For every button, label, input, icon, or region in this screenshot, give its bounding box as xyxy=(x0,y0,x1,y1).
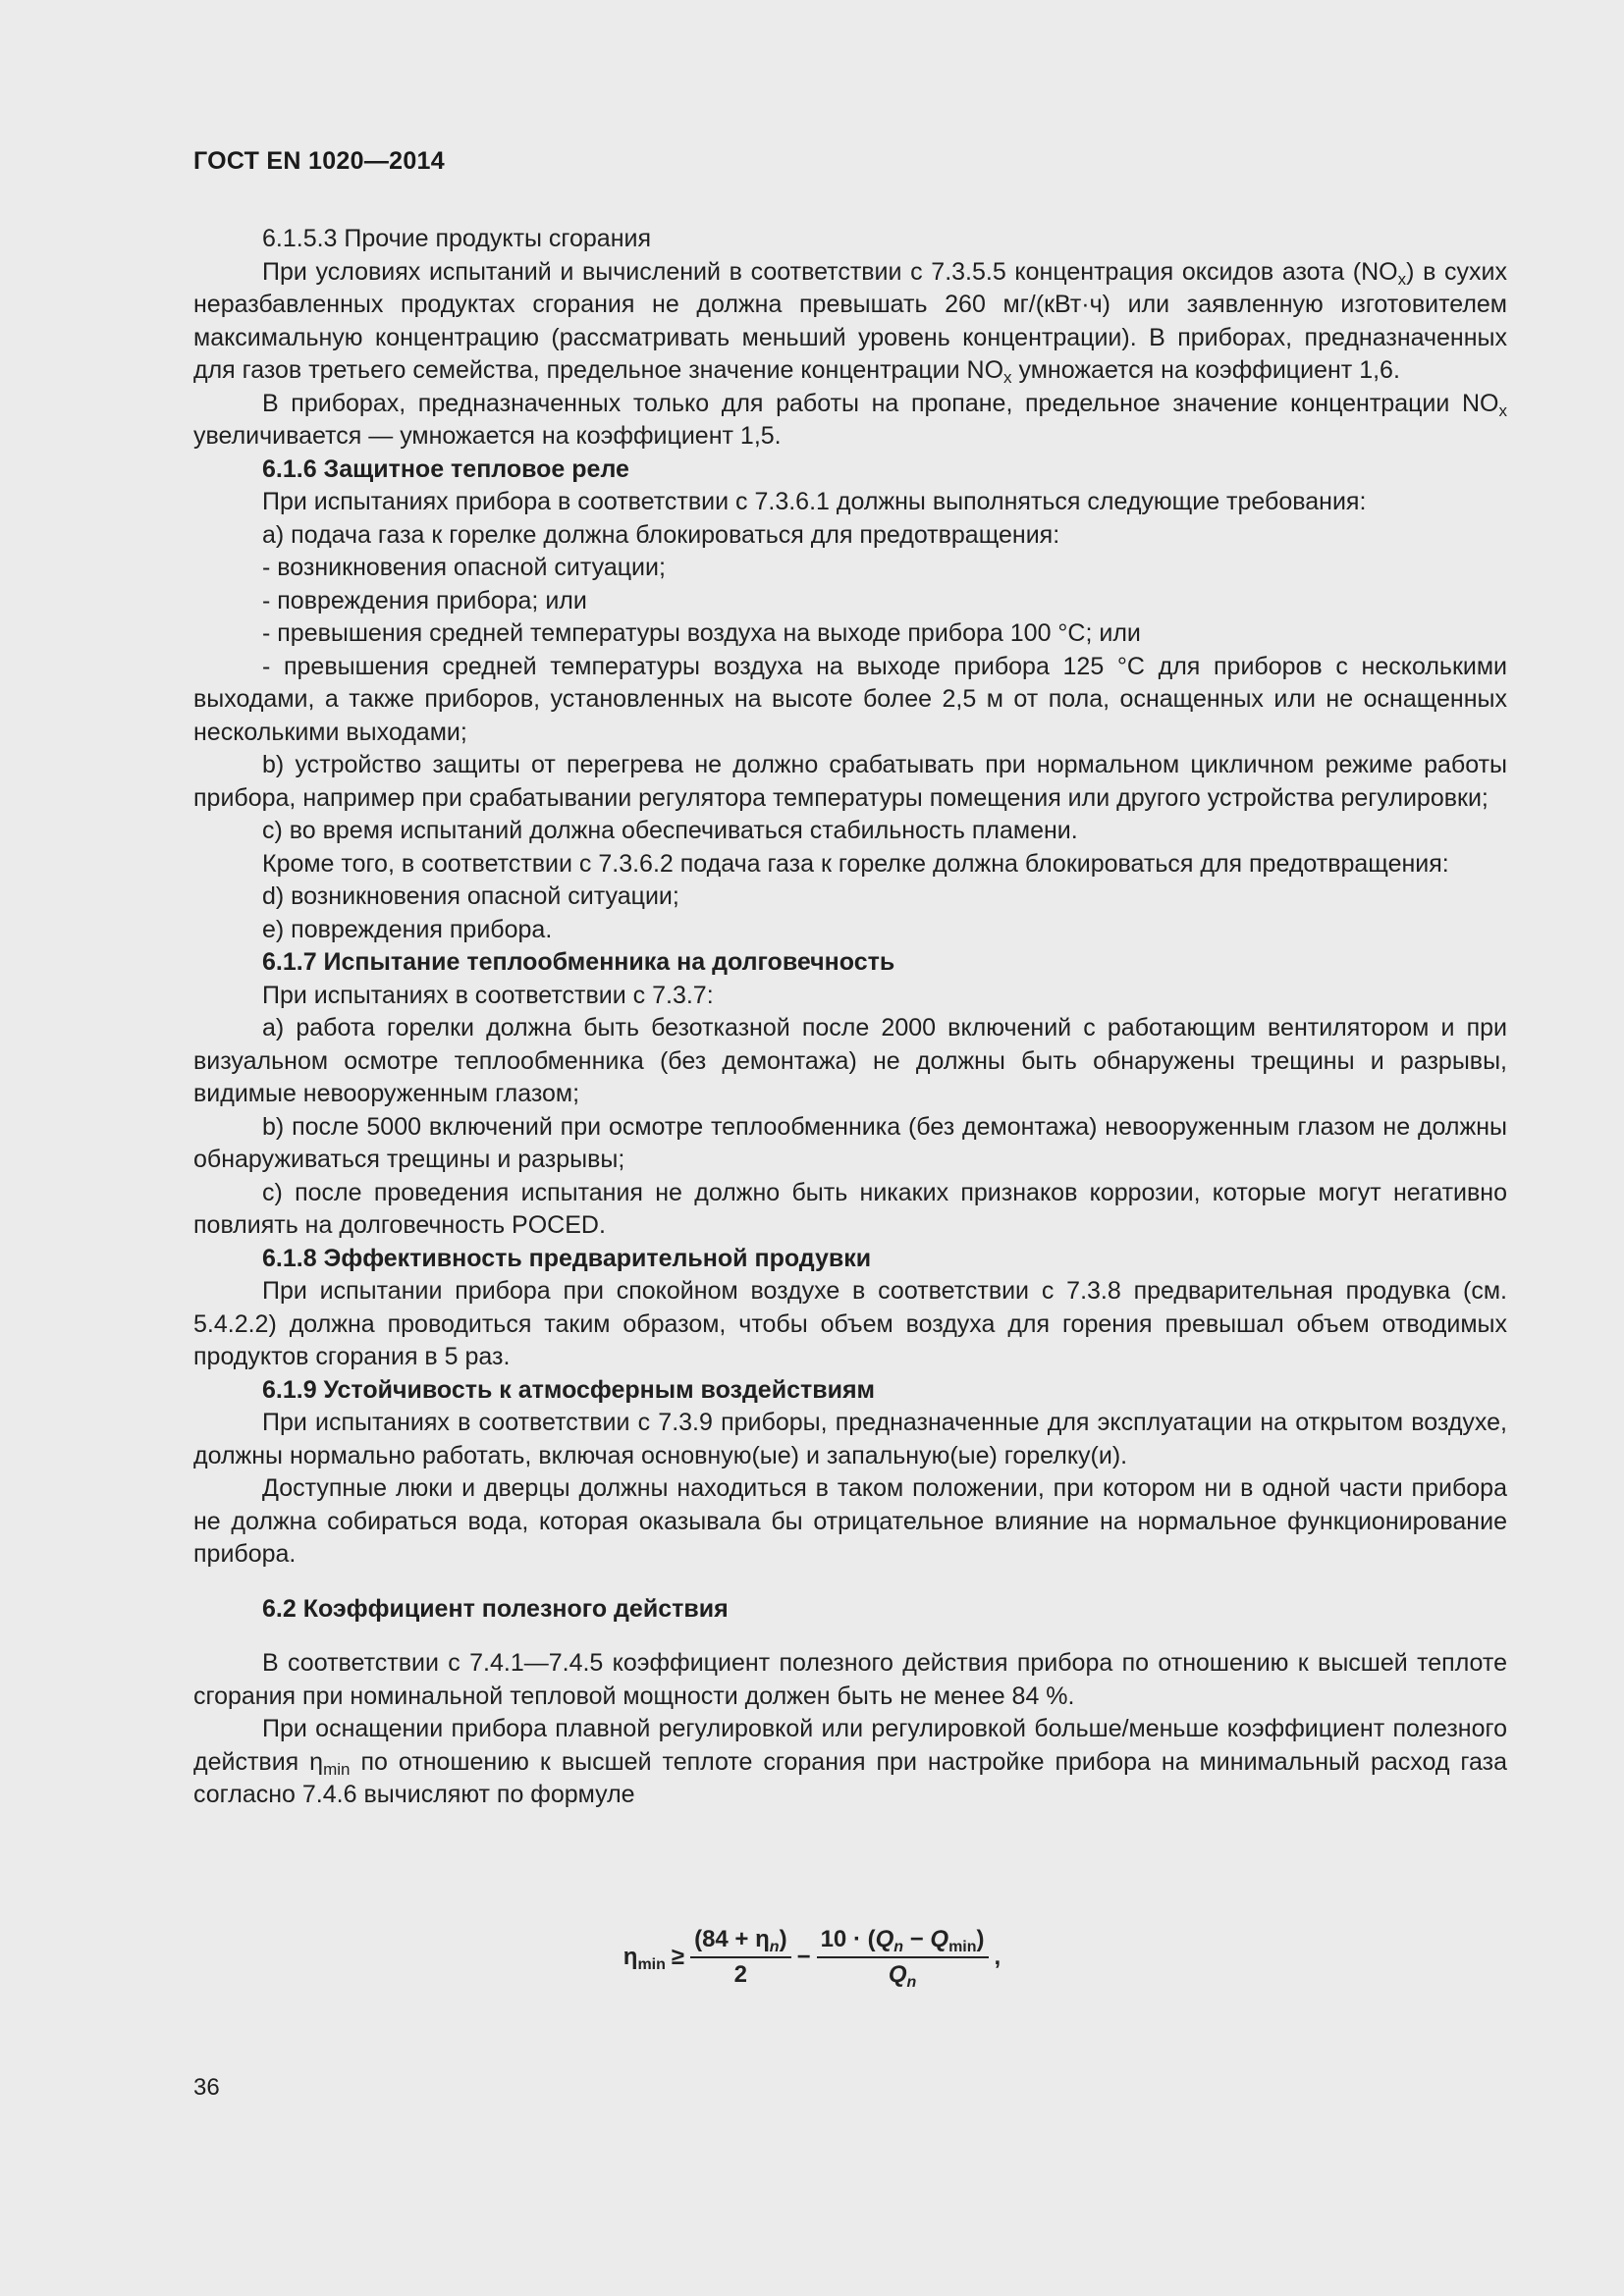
list-item: c) после проведения испытания не должно быть никаких признаков коррозии, которые могут негативно повлиять на долговечность POCED. xyxy=(193,1178,1507,1239)
list-item: d) возникновения опасной ситуации; xyxy=(262,882,679,910)
paragraph: При испытаниях в соответствии с 7.3.9 приборы, предназначенные для эксплуатации на открытом воздухе, должны нормально работать, включая основную(ые) и запальную(ые) горелку(и). xyxy=(193,1409,1507,1469)
paragraph: При испытании прибора при спокойном воздухе в соответствии с 7.3.8 предварительная продувка (см. 5.4.2.2) должна проводиться таким образом, чтобы объем воздуха для горения превышал объем отводимых продуктов сгорания в 5 раз. xyxy=(193,1277,1507,1370)
page-number: 36 xyxy=(193,2074,220,2101)
paragraph: При оснащении прибора плавной регулировкой или регулировкой больше/меньше коэффициент полезного действия $\eta_{min}$ по отношению к высшей теплоте сгорания при настройке прибора на минимальный расход газа согласно 7.4.6 вычисляют по формуле xyxy=(193,1715,1507,1808)
paragraph: В приборах, предназначенных только для работы на пропане, предельное значение концентрации $NO_x$ увеличивается — умножается на коэффициент 1,5. xyxy=(193,389,1507,450)
paragraph: В соответствии с 7.4.1—7.4.5 коэффициент полезного действия прибора по отношению к высшей теплоте сгорания при номинальной тепловой мощности должен быть не менее 84 %. xyxy=(193,1649,1507,1710)
formula-geq: ≥ xyxy=(671,1944,685,1970)
list-item: b) после 5000 включений при осмотре теплообменника (без демонтажа) невооруженным глазом не должны обнаруживаться трещины и разрывы; xyxy=(193,1112,1507,1173)
paragraph: При испытаниях в соответствии с 7.3.7: xyxy=(262,981,714,1009)
list-item: - превышения средней температуры воздуха на выходе прибора 100 °С; или xyxy=(262,619,1141,647)
list-item: e) повреждения прибора. xyxy=(262,915,553,943)
efficiency-formula xyxy=(0,1926,1624,1989)
list-item: - возникновения опасной ситуации; xyxy=(262,554,666,581)
section-title-6-1-7: 6.1.7 Испытание теплообменника на долговечность xyxy=(262,948,895,976)
section-title-6-1-8: 6.1.8 Эффективность предварительной продувки xyxy=(262,1244,872,1272)
formula-fraction-1: $\frac{(84 + \eta_n)}{2}$ xyxy=(690,1926,790,1989)
list-item: a) подача газа к горелке должна блокироваться для предотвращения: xyxy=(262,520,1060,549)
list-item: - повреждения прибора; или xyxy=(262,586,587,614)
list-item: a) работа горелки должна быть безотказной после 2000 включений с работающим вентилятором и при визуальном осмотре теплообменника (без демонтажа) не должны быть обнаружены трещины и разрывы, видимые невооруженным глазом; xyxy=(193,1014,1507,1107)
formula-minus: − xyxy=(796,1944,811,1970)
document-body xyxy=(193,223,1507,1812)
list-item: - превышения средней температуры воздуха на выходе прибора 125 °С для приборов с несколькими выходами, а также приборов, установленных на высоте более 2,5 м от пола, оснащенных или не оснащенных несколькими выходами; xyxy=(193,652,1507,746)
formula-lhs: $\eta_{min}$ xyxy=(623,1944,666,1973)
document-header: ГОСТ EN 1020—2014 xyxy=(193,147,445,175)
section-title-6-1-9: 6.1.9 Устойчивость к атмосферным воздействиям xyxy=(262,1375,876,1404)
section-title-6-1-5-3: 6.1.5.3 Прочие продукты сгорания xyxy=(262,225,652,252)
section-title-6-1-6: 6.1.6 Защитное тепловое реле xyxy=(262,454,629,483)
list-item: b) устройство защиты от перегрева не должно срабатывать при нормальном цикличном режиме работы прибора, например при срабатывании регулятора температуры помещения или другого устройства регулировки; xyxy=(193,751,1507,812)
formula-comma: , xyxy=(994,1944,1001,1970)
paragraph: При испытаниях прибора в соответствии с 7.3.6.1 должны выполняться следующие требования: xyxy=(262,488,1367,515)
list-item: c) во время испытаний должна обеспечиваться стабильность пламени. xyxy=(262,817,1078,844)
section-title-6-2: 6.2 Коэффициент полезного действия xyxy=(262,1594,729,1623)
paragraph: При условиях испытаний и вычислений в соответствии с 7.3.5.5 концентрация оксидов азота $(NO_x)$ в сухих неразбавленных продуктах сгорания не должна превышать 260 мг/(кВт·ч) или заявленную изготовителем максимальную концентрацию (рассматривать меньший уровень концентрации). В приборах, предназначенных для газов третьего семейства, предельное значение концентрации $NO_x$ умножается на коэффициент 1,6. xyxy=(193,257,1507,387)
paragraph: Кроме того, в соответствии с 7.3.6.2 подача газа к горелке должна блокироваться для предотвращения: xyxy=(262,849,1449,878)
paragraph: Доступные люки и дверцы должны находиться в таком положении, при котором ни в одной части прибора не должна собираться вода, которая оказывала бы отрицательное влияние на нормальное функционирование прибора. xyxy=(193,1474,1507,1568)
formula-fraction-2: $\frac{10 \cdot (Q_n - Q_{min})}{Q_n}$ xyxy=(817,1926,989,1989)
